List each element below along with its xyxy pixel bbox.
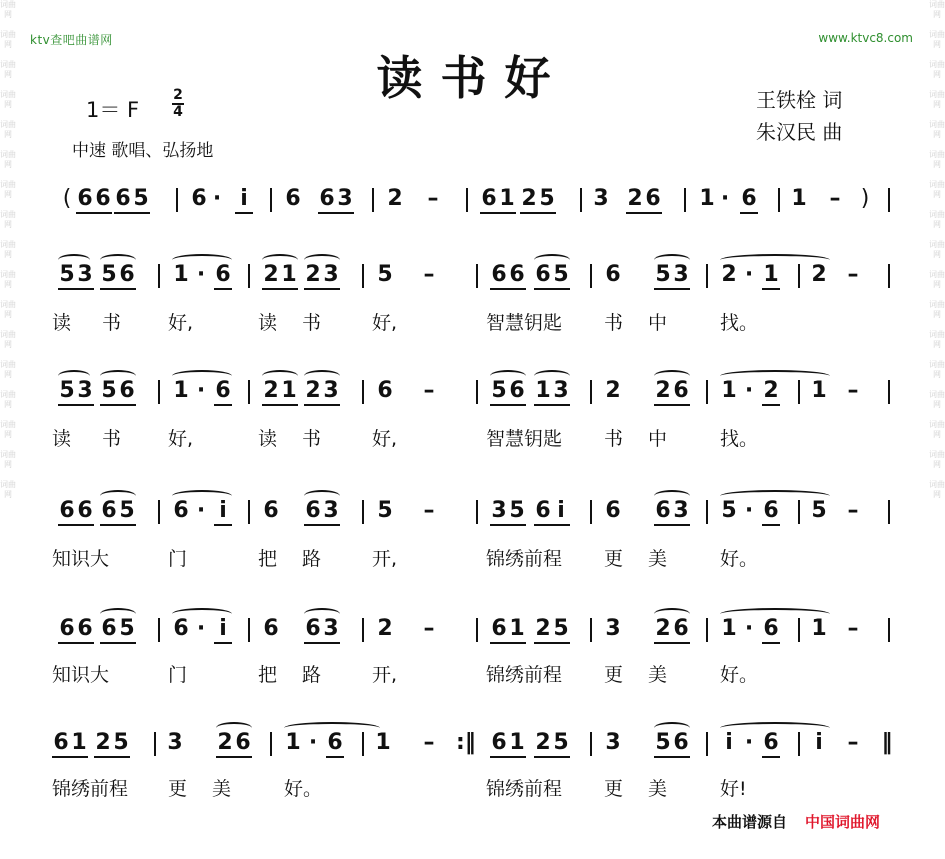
lyric: 锦绣前程 [486,778,563,800]
note: 2 [216,730,234,758]
barline [590,618,592,642]
score-line-2 [0,262,945,302]
note: 6 [76,498,94,526]
lyric: 锦绣前程 [486,548,563,570]
barline [580,188,582,212]
note: · [196,378,206,403]
note: 6 [118,378,136,406]
lyric: 好。 [720,548,759,570]
note: 2 [304,262,322,290]
note: 1 [173,262,189,287]
note: i [725,730,733,755]
note: 1 [375,730,391,755]
note: 3 [322,262,340,290]
lyric: 更 [168,778,188,800]
credits [756,84,842,148]
note: 6 [76,616,94,644]
note: 3 [167,730,183,755]
note: 1 [285,730,301,755]
paren-close: ) [860,186,870,211]
note: 2 [262,262,280,290]
note: 6 [605,262,621,287]
note: 6 [490,730,508,758]
note: 2 [377,616,393,641]
note: 6 [480,186,498,214]
note: – [423,262,435,287]
footer-source [712,811,880,832]
barline [248,618,250,642]
lyric: 锦绣前程 [486,664,563,686]
lyric: 更 [604,778,624,800]
composer: 朱汉民 曲 [756,120,843,144]
barline [362,380,364,404]
lyric: 好, [168,312,194,334]
note: · [744,616,754,641]
footer-label: 本曲谱源自 [712,813,788,831]
lyric-line-5 [0,774,945,814]
note: 6 [490,616,508,644]
source-site-left: ktv查吧曲谱网 [30,33,113,47]
note: 6 [173,616,189,641]
note: 3 [76,378,94,406]
note: · [212,186,222,211]
barline [798,618,800,642]
note: 6 [58,616,76,644]
note: – [423,616,435,641]
note: 5 [721,498,737,523]
barline [476,380,478,404]
note: i [235,186,253,214]
lyric: 读 [258,312,278,334]
lyric: 路 [302,548,322,570]
note: – [847,378,859,403]
note: 6 [644,186,662,214]
note: · [720,186,730,211]
note: 6 [214,262,232,290]
note: 1 [762,262,780,290]
barline [888,618,890,642]
note: 6 [605,498,621,523]
note: i [552,498,570,526]
note: 1 [534,378,552,406]
barline [590,732,592,756]
note: · [196,616,206,641]
lyric-line-2 [0,424,945,464]
note: 5 [100,378,118,406]
note: – [829,186,841,211]
note: 3 [593,186,609,211]
note: 1 [498,186,516,214]
lyric: 找。 [720,312,759,334]
note: 5 [58,262,76,290]
lyric: 找。 [720,428,759,450]
note: – [847,730,859,755]
barline [158,380,160,404]
lyric: 门 [168,664,188,686]
note: 6 [490,262,508,290]
note: 5 [377,498,393,523]
lyric: 美 [648,664,668,686]
note: 6 [318,186,336,214]
note: 2 [654,378,672,406]
lyric: 读 [52,428,72,450]
barline [798,264,800,288]
barline [362,500,364,524]
note: 1 [699,186,715,211]
note: 1 [508,616,526,644]
note: 5 [508,498,526,526]
note: 1 [173,378,189,403]
note: 3 [322,378,340,406]
note: 3 [490,498,508,526]
barline [476,264,478,288]
note: 6 [94,186,112,214]
barline [706,264,708,288]
barline [158,500,160,524]
note: · [196,498,206,523]
barline [590,500,592,524]
barline [362,732,364,756]
tempo-marking: 中速 歌唱、弘扬地 [72,141,214,161]
lyric: 美 [648,778,668,800]
note: 5 [654,262,672,290]
note: 6 [304,498,322,526]
note: 5 [118,498,136,526]
note: 6 [326,730,344,758]
barline [362,618,364,642]
barline [248,380,250,404]
note: 6 [76,186,94,214]
lyric: 更 [604,548,624,570]
barline [590,264,592,288]
time-signature [172,89,184,119]
note: 2 [534,616,552,644]
note: 3 [552,378,570,406]
barline [476,618,478,642]
lyric: 读 [52,312,72,334]
note: · [744,262,754,287]
barline [888,264,890,288]
song-title: 读书好 [376,51,569,105]
score-line-3 [0,378,945,418]
paren-open: ( [62,186,72,211]
note: 5 [132,186,150,214]
note: 1 [791,186,807,211]
note: 2 [304,378,322,406]
barline [158,618,160,642]
lyric: 开, [372,664,398,686]
note: 3 [76,262,94,290]
lyric: 书 [604,312,624,334]
note: 5 [654,730,672,758]
note: · [744,378,754,403]
note: 6 [52,730,70,758]
lyric: 知识大 [52,548,110,570]
barline [798,732,800,756]
repeat-sign: :‖ [456,730,476,755]
note: 1 [811,616,827,641]
note: 3 [672,262,690,290]
barline [798,380,800,404]
barline [778,188,780,212]
note: 6 [534,262,552,290]
score-line-5 [0,616,945,656]
lyric: 智慧钥匙 [486,312,563,334]
note: 5 [552,730,570,758]
lyric: 门 [168,548,188,570]
lyric: 好。 [284,778,323,800]
lyric: 好! [720,778,747,800]
barline [706,732,708,756]
source-site-right: www.ktvc8.com [818,31,913,45]
note: 5 [377,262,393,287]
note: 2 [262,378,280,406]
note: – [427,186,439,211]
note: i [214,616,232,644]
note: 2 [534,730,552,758]
note: 6 [508,378,526,406]
lyric: 把 [258,664,278,686]
note: 6 [654,498,672,526]
lyric: 好, [372,428,398,450]
note: 6 [114,186,132,214]
note: 6 [304,616,322,644]
lyric: 美 [648,548,668,570]
note: 3 [322,498,340,526]
note: 3 [336,186,354,214]
barline [706,618,708,642]
note: 5 [490,378,508,406]
barline [590,380,592,404]
note: 2 [520,186,538,214]
note: 6 [214,378,232,406]
note: 6 [173,498,189,523]
note: · [308,730,318,755]
note: 6 [191,186,207,211]
lyric: 中 [648,312,668,334]
lyric-line-3 [0,544,945,584]
lyric-line-4 [0,660,945,700]
note: 2 [811,262,827,287]
lyric: 知识大 [52,664,110,686]
note: 3 [605,730,621,755]
barline [684,188,686,212]
lyric: 锦绣前程 [52,778,129,800]
score-line-6 [0,730,945,770]
barline [270,732,272,756]
barline [176,188,178,212]
time-top: 2 [173,87,183,103]
note: 6 [100,616,118,644]
note: 1 [70,730,88,758]
note: 3 [672,498,690,526]
lyric: 把 [258,548,278,570]
barline [476,500,478,524]
lyric: 书 [604,428,624,450]
note: 1 [811,378,827,403]
left-watermark-strip: 词曲网 词曲网 词曲网 词曲网 词曲网 词曲网 词曲网 词曲网 词曲网 词曲网 词曲网 词曲网 词曲网 词曲网 词曲网 词曲网 词曲网 [0,0,16,499]
note: 6 [672,730,690,758]
note: 5 [811,498,827,523]
final-barline: ‖ [881,730,893,755]
note: 6 [762,616,780,644]
score-line-1 [0,186,945,226]
barline [888,500,890,524]
note: · [744,730,754,755]
lyricist: 王铁栓 词 [756,88,843,112]
note: 6 [377,378,393,403]
barline [248,500,250,524]
score-line-4 [0,498,945,538]
note: 5 [118,616,136,644]
barline [372,188,374,212]
lyric-line-1 [0,308,945,348]
barline [706,380,708,404]
lyric: 美 [212,778,232,800]
note: 5 [58,378,76,406]
barline [888,188,890,212]
note: 1 [508,730,526,758]
right-watermark-strip: 词曲网 词曲网 词曲网 词曲网 词曲网 词曲网 词曲网 词曲网 词曲网 词曲网 词曲网 词曲网 词曲网 词曲网 词曲网 词曲网 词曲网 [929,0,945,499]
barline [154,732,156,756]
barline [362,264,364,288]
note: · [196,262,206,287]
lyric: 好, [372,312,398,334]
note: i [214,498,232,526]
lyric: 书 [102,312,122,334]
lyric: 中 [648,428,668,450]
note: i [815,730,823,755]
barline [706,500,708,524]
lyric: 书 [302,428,322,450]
note: 6 [234,730,252,758]
lyric: 书 [102,428,122,450]
note: 6 [534,498,552,526]
note: 6 [285,186,301,211]
note: 1 [721,378,737,403]
barline [158,264,160,288]
note: – [847,616,859,641]
lyric: 路 [302,664,322,686]
note: 1 [280,262,298,290]
note: 3 [322,616,340,644]
lyric: 开, [372,548,398,570]
note: 2 [387,186,403,211]
lyric: 更 [604,664,624,686]
note: – [847,262,859,287]
note: 2 [626,186,644,214]
barline [248,264,250,288]
note: – [423,730,435,755]
key-signature: 1＝ F [86,98,140,122]
barline [888,380,890,404]
note: 6 [118,262,136,290]
note: 1 [280,378,298,406]
note: 6 [672,616,690,644]
lyric: 智慧钥匙 [486,428,563,450]
lyric: 好。 [720,664,759,686]
note: – [423,498,435,523]
note: 2 [762,378,780,406]
note: 5 [552,262,570,290]
note: 5 [538,186,556,214]
note: 1 [721,616,737,641]
footer-brand-link[interactable]: 中国词曲网 [805,813,881,831]
note: 6 [672,378,690,406]
note: 5 [112,730,130,758]
note: 2 [721,262,737,287]
note: 2 [605,378,621,403]
note: 6 [100,498,118,526]
note: 6 [263,616,279,641]
lyric: 读 [258,428,278,450]
note: 6 [508,262,526,290]
note: – [423,378,435,403]
note: 6 [762,498,780,526]
note: 3 [605,616,621,641]
note: – [847,498,859,523]
note: 6 [740,186,758,214]
note: 6 [58,498,76,526]
note: 2 [94,730,112,758]
note: 6 [762,730,780,758]
barline [270,188,272,212]
note: 5 [552,616,570,644]
barline [798,500,800,524]
note: 6 [263,498,279,523]
note: 5 [100,262,118,290]
time-bottom: 4 [173,104,183,120]
note: 2 [654,616,672,644]
barline [466,188,468,212]
lyric: 书 [302,312,322,334]
note: · [744,498,754,523]
lyric: 好, [168,428,194,450]
